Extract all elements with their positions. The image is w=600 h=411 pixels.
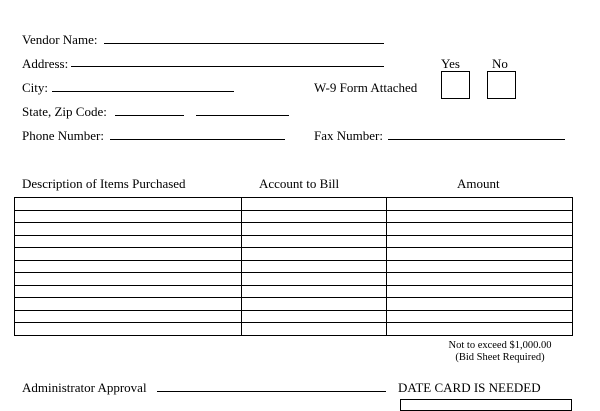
account-cell[interactable] (242, 273, 387, 286)
w9-no-label: No (492, 56, 508, 71)
description-cell[interactable] (15, 323, 242, 336)
description-cell[interactable] (15, 248, 242, 261)
table-row (15, 248, 573, 261)
table-row (15, 285, 573, 298)
limit-note: Not to exceed $1,000.00 (448, 340, 552, 351)
phone-number-label: Phone Number: (22, 128, 104, 143)
description-cell[interactable] (15, 223, 242, 236)
account-cell[interactable] (242, 198, 387, 211)
amount-cell[interactable] (387, 223, 573, 236)
table-row (15, 273, 573, 286)
amount-cell[interactable] (387, 298, 573, 311)
zip-code-field[interactable] (196, 115, 289, 116)
amount-cell[interactable] (387, 323, 573, 336)
amount-cell[interactable] (387, 285, 573, 298)
state-zip-label: State, Zip Code: (22, 104, 107, 119)
w9-yes-checkbox[interactable] (441, 71, 470, 99)
vendor-name-label: Vendor Name: (22, 32, 98, 47)
administrator-approval-label: Administrator Approval (22, 380, 147, 395)
address-field[interactable] (71, 66, 384, 67)
date-card-needed-box[interactable] (400, 399, 572, 411)
table-row (15, 298, 573, 311)
table-row (15, 310, 573, 323)
amount-cell[interactable] (387, 210, 573, 223)
account-header: Account to Bill (259, 176, 340, 191)
amount-cell[interactable] (387, 310, 573, 323)
table-row (15, 260, 573, 273)
address-label: Address: (22, 56, 69, 71)
amount-cell[interactable] (387, 198, 573, 211)
date-card-needed-label: DATE CARD IS NEEDED (398, 380, 541, 395)
table-row (15, 198, 573, 211)
amount-cell[interactable] (387, 260, 573, 273)
bid-sheet-note: (Bid Sheet Required) (455, 352, 545, 363)
table-row (15, 210, 573, 223)
description-cell[interactable] (15, 235, 242, 248)
table-row (15, 323, 573, 336)
amount-cell[interactable] (387, 235, 573, 248)
account-cell[interactable] (242, 210, 387, 223)
w9-no-checkbox[interactable] (487, 71, 516, 99)
table-row (15, 235, 573, 248)
description-cell[interactable] (15, 285, 242, 298)
w9-form-label: W-9 Form Attached (314, 80, 418, 95)
description-cell[interactable] (15, 273, 242, 286)
w9-yes-label: Yes (441, 56, 460, 71)
items-table (14, 197, 573, 336)
description-cell[interactable] (15, 260, 242, 273)
amount-cell[interactable] (387, 273, 573, 286)
account-cell[interactable] (242, 298, 387, 311)
account-cell[interactable] (242, 235, 387, 248)
account-cell[interactable] (242, 285, 387, 298)
description-cell[interactable] (15, 298, 242, 311)
city-label: City: (22, 80, 49, 95)
city-field[interactable] (52, 91, 234, 92)
account-cell[interactable] (242, 323, 387, 336)
description-header: Description of Items Purchased (22, 176, 186, 191)
description-cell[interactable] (15, 210, 242, 223)
phone-number-field[interactable] (110, 139, 285, 140)
account-cell[interactable] (242, 248, 387, 261)
table-row (15, 223, 573, 236)
description-cell[interactable] (15, 198, 242, 211)
fax-number-field[interactable] (388, 139, 565, 140)
administrator-approval-field[interactable] (157, 391, 386, 392)
account-cell[interactable] (242, 223, 387, 236)
amount-header: Amount (457, 176, 500, 191)
state-field[interactable] (115, 115, 184, 116)
description-cell[interactable] (15, 310, 242, 323)
account-cell[interactable] (242, 310, 387, 323)
vendor-name-field[interactable] (104, 43, 384, 44)
amount-cell[interactable] (387, 248, 573, 261)
fax-number-label: Fax Number: (314, 128, 383, 143)
account-cell[interactable] (242, 260, 387, 273)
